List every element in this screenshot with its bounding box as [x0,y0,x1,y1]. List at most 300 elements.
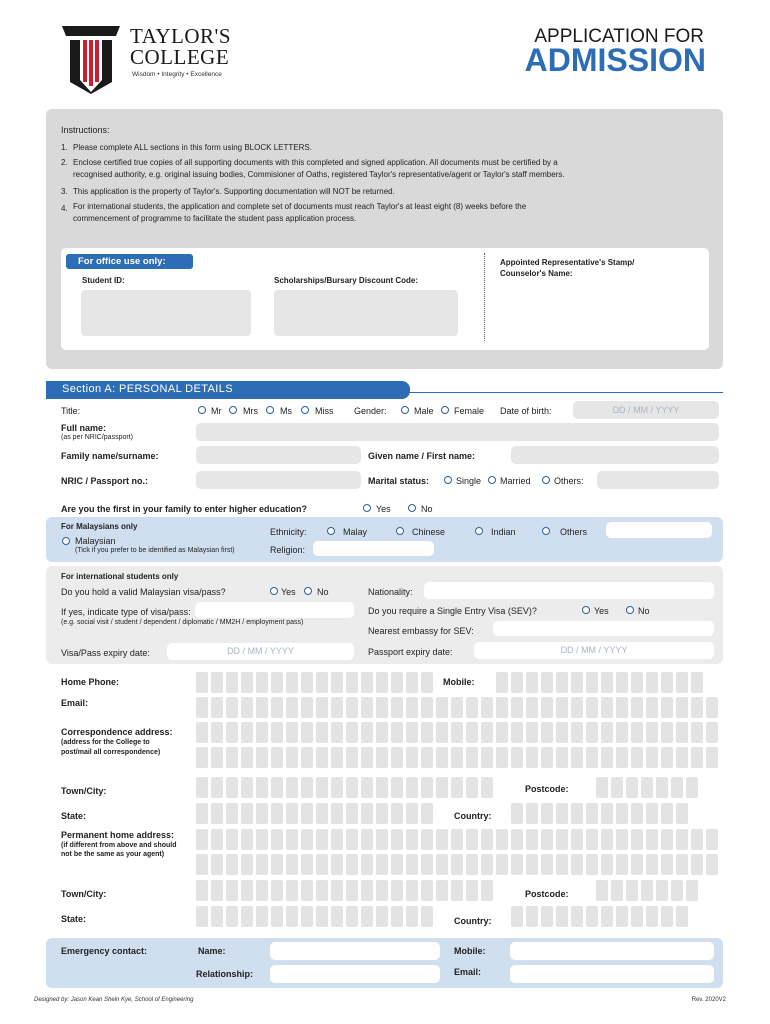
char-cell[interactable] [301,747,313,768]
char-cell[interactable] [301,672,313,693]
char-cell[interactable] [376,854,388,875]
char-cell[interactable] [466,747,478,768]
char-cell[interactable] [226,747,238,768]
char-cell[interactable] [706,829,718,850]
perm-state-cells[interactable] [196,906,433,927]
char-cell[interactable] [361,854,373,875]
char-cell[interactable] [421,777,433,798]
char-cell[interactable] [496,747,508,768]
char-cell[interactable] [391,854,403,875]
char-cell[interactable] [256,777,268,798]
radio-miss[interactable] [301,406,309,414]
char-cell[interactable] [556,697,568,718]
char-cell[interactable] [611,777,623,798]
postcode-cells[interactable] [596,777,698,798]
char-cell[interactable] [286,906,298,927]
char-cell[interactable] [196,697,208,718]
char-cell[interactable] [421,722,433,743]
char-cell[interactable] [616,722,628,743]
char-cell[interactable] [511,829,523,850]
char-cell[interactable] [661,906,673,927]
char-cell[interactable] [241,747,253,768]
char-cell[interactable] [421,906,433,927]
char-cell[interactable] [436,880,448,901]
char-cell[interactable] [676,697,688,718]
char-cell[interactable] [451,697,463,718]
radio-chinese[interactable] [396,527,404,535]
char-cell[interactable] [316,803,328,824]
char-cell[interactable] [271,672,283,693]
char-cell[interactable] [511,906,523,927]
char-cell[interactable] [376,906,388,927]
char-cell[interactable] [526,672,538,693]
char-cell[interactable] [481,854,493,875]
char-cell[interactable] [691,672,703,693]
char-cell[interactable] [616,803,628,824]
char-cell[interactable] [631,697,643,718]
char-cell[interactable] [196,722,208,743]
char-cell[interactable] [286,829,298,850]
char-cell[interactable] [271,906,283,927]
char-cell[interactable] [571,722,583,743]
char-cell[interactable] [601,747,613,768]
char-cell[interactable] [241,777,253,798]
char-cell[interactable] [331,880,343,901]
char-cell[interactable] [691,854,703,875]
char-cell[interactable] [691,722,703,743]
scholarship-field[interactable] [274,290,458,336]
char-cell[interactable] [301,906,313,927]
char-cell[interactable] [391,697,403,718]
char-cell[interactable] [496,672,508,693]
char-cell[interactable] [196,803,208,824]
char-cell[interactable] [406,906,418,927]
char-cell[interactable] [316,672,328,693]
char-cell[interactable] [301,880,313,901]
char-cell[interactable] [526,854,538,875]
char-cell[interactable] [406,697,418,718]
char-cell[interactable] [241,722,253,743]
char-cell[interactable] [196,747,208,768]
char-cell[interactable] [671,777,683,798]
char-cell[interactable] [406,829,418,850]
char-cell[interactable] [646,906,658,927]
char-cell[interactable] [661,672,673,693]
char-cell[interactable] [481,697,493,718]
char-cell[interactable] [331,697,343,718]
radio-married[interactable] [488,476,496,484]
char-cell[interactable] [541,854,553,875]
char-cell[interactable] [676,672,688,693]
char-cell[interactable] [631,829,643,850]
char-cell[interactable] [286,697,298,718]
char-cell[interactable] [286,803,298,824]
char-cell[interactable] [586,722,598,743]
radio-mr[interactable] [198,406,206,414]
char-cell[interactable] [361,747,373,768]
char-cell[interactable] [706,722,718,743]
char-cell[interactable] [571,829,583,850]
char-cell[interactable] [676,906,688,927]
char-cell[interactable] [316,777,328,798]
char-cell[interactable] [451,854,463,875]
radio-visa-yes[interactable] [270,587,278,595]
char-cell[interactable] [286,722,298,743]
mobile-cells[interactable] [496,672,703,693]
char-cell[interactable] [436,777,448,798]
perm-town-cells[interactable] [196,880,493,901]
radio-malay[interactable] [327,527,335,535]
char-cell[interactable] [556,722,568,743]
char-cell[interactable] [451,747,463,768]
char-cell[interactable] [671,880,683,901]
char-cell[interactable] [586,803,598,824]
char-cell[interactable] [656,880,668,901]
char-cell[interactable] [346,906,358,927]
char-cell[interactable] [196,906,208,927]
char-cell[interactable] [436,747,448,768]
char-cell[interactable] [601,672,613,693]
char-cell[interactable] [641,777,653,798]
char-cell[interactable] [686,777,698,798]
char-cell[interactable] [661,747,673,768]
char-cell[interactable] [586,854,598,875]
emergency-relationship-field[interactable] [270,965,440,983]
given-name-field[interactable] [511,446,719,464]
char-cell[interactable] [436,697,448,718]
char-cell[interactable] [556,672,568,693]
char-cell[interactable] [511,697,523,718]
char-cell[interactable] [196,829,208,850]
char-cell[interactable] [656,777,668,798]
char-cell[interactable] [391,906,403,927]
char-cell[interactable] [391,747,403,768]
char-cell[interactable] [601,722,613,743]
nric-field[interactable] [196,471,361,489]
char-cell[interactable] [511,854,523,875]
char-cell[interactable] [481,722,493,743]
radio-first-yes[interactable] [363,504,371,512]
char-cell[interactable] [271,722,283,743]
perm-address-cells-2[interactable] [196,854,718,875]
char-cell[interactable] [331,672,343,693]
char-cell[interactable] [211,747,223,768]
char-cell[interactable] [226,906,238,927]
char-cell[interactable] [196,854,208,875]
char-cell[interactable] [421,747,433,768]
char-cell[interactable] [571,672,583,693]
char-cell[interactable] [316,722,328,743]
char-cell[interactable] [436,854,448,875]
radio-others[interactable] [542,476,550,484]
char-cell[interactable] [556,854,568,875]
char-cell[interactable] [601,854,613,875]
char-cell[interactable] [241,854,253,875]
char-cell[interactable] [526,829,538,850]
char-cell[interactable] [391,803,403,824]
char-cell[interactable] [211,777,223,798]
char-cell[interactable] [646,672,658,693]
char-cell[interactable] [331,747,343,768]
char-cell[interactable] [541,829,553,850]
char-cell[interactable] [436,722,448,743]
char-cell[interactable] [406,722,418,743]
char-cell[interactable] [301,697,313,718]
char-cell[interactable] [451,777,463,798]
char-cell[interactable] [346,854,358,875]
embassy-field[interactable] [493,621,714,636]
char-cell[interactable] [376,880,388,901]
char-cell[interactable] [556,747,568,768]
char-cell[interactable] [376,722,388,743]
char-cell[interactable] [601,697,613,718]
char-cell[interactable] [676,803,688,824]
char-cell[interactable] [241,803,253,824]
char-cell[interactable] [526,906,538,927]
char-cell[interactable] [626,777,638,798]
char-cell[interactable] [526,697,538,718]
char-cell[interactable] [346,697,358,718]
char-cell[interactable] [331,906,343,927]
radio-sev-yes[interactable] [582,606,590,614]
char-cell[interactable] [466,777,478,798]
char-cell[interactable] [676,829,688,850]
char-cell[interactable] [616,854,628,875]
char-cell[interactable] [611,880,623,901]
char-cell[interactable] [271,777,283,798]
char-cell[interactable] [601,906,613,927]
char-cell[interactable] [376,747,388,768]
email-cells[interactable] [196,697,718,718]
char-cell[interactable] [376,777,388,798]
char-cell[interactable] [481,880,493,901]
family-name-field[interactable] [196,446,361,464]
char-cell[interactable] [436,829,448,850]
char-cell[interactable] [661,829,673,850]
char-cell[interactable] [571,803,583,824]
char-cell[interactable] [256,697,268,718]
country-cells[interactable] [511,803,688,824]
char-cell[interactable] [211,722,223,743]
char-cell[interactable] [331,829,343,850]
char-cell[interactable] [631,906,643,927]
char-cell[interactable] [526,747,538,768]
marital-others-field[interactable] [597,471,719,489]
char-cell[interactable] [256,803,268,824]
char-cell[interactable] [646,722,658,743]
emergency-name-field[interactable] [270,942,440,960]
char-cell[interactable] [316,854,328,875]
char-cell[interactable] [241,829,253,850]
char-cell[interactable] [466,722,478,743]
char-cell[interactable] [376,672,388,693]
char-cell[interactable] [361,722,373,743]
char-cell[interactable] [421,803,433,824]
char-cell[interactable] [661,722,673,743]
char-cell[interactable] [616,672,628,693]
char-cell[interactable] [361,672,373,693]
char-cell[interactable] [226,697,238,718]
corr-address-cells-1[interactable] [196,722,718,743]
perm-postcode-cells[interactable] [596,880,698,901]
char-cell[interactable] [601,803,613,824]
char-cell[interactable] [676,854,688,875]
char-cell[interactable] [226,722,238,743]
char-cell[interactable] [331,722,343,743]
radio-indian[interactable] [475,527,483,535]
char-cell[interactable] [571,906,583,927]
char-cell[interactable] [481,829,493,850]
char-cell[interactable] [256,672,268,693]
char-cell[interactable] [196,777,208,798]
char-cell[interactable] [686,880,698,901]
char-cell[interactable] [676,722,688,743]
char-cell[interactable] [361,829,373,850]
char-cell[interactable] [286,672,298,693]
char-cell[interactable] [641,880,653,901]
radio-mrs[interactable] [229,406,237,414]
char-cell[interactable] [226,829,238,850]
char-cell[interactable] [211,803,223,824]
char-cell[interactable] [196,880,208,901]
char-cell[interactable] [286,747,298,768]
char-cell[interactable] [541,803,553,824]
emergency-email-field[interactable] [510,965,714,983]
char-cell[interactable] [226,854,238,875]
char-cell[interactable] [496,722,508,743]
char-cell[interactable] [241,672,253,693]
char-cell[interactable] [301,854,313,875]
char-cell[interactable] [271,829,283,850]
char-cell[interactable] [601,829,613,850]
char-cell[interactable] [541,697,553,718]
char-cell[interactable] [466,880,478,901]
char-cell[interactable] [361,803,373,824]
char-cell[interactable] [661,803,673,824]
visa-expiry-field[interactable]: DD / MM / YYYY [167,643,354,660]
home-phone-cells[interactable] [196,672,433,693]
char-cell[interactable] [346,747,358,768]
char-cell[interactable] [211,697,223,718]
char-cell[interactable] [286,880,298,901]
char-cell[interactable] [316,697,328,718]
char-cell[interactable] [346,672,358,693]
char-cell[interactable] [301,777,313,798]
student-id-field[interactable] [81,290,251,336]
char-cell[interactable] [226,777,238,798]
char-cell[interactable] [596,777,608,798]
char-cell[interactable] [361,777,373,798]
char-cell[interactable] [211,829,223,850]
char-cell[interactable] [226,803,238,824]
char-cell[interactable] [376,803,388,824]
char-cell[interactable] [391,829,403,850]
char-cell[interactable] [346,829,358,850]
radio-male[interactable] [401,406,409,414]
char-cell[interactable] [626,880,638,901]
char-cell[interactable] [301,829,313,850]
char-cell[interactable] [256,880,268,901]
fullname-field[interactable] [196,423,719,441]
char-cell[interactable] [526,722,538,743]
char-cell[interactable] [511,672,523,693]
char-cell[interactable] [691,747,703,768]
char-cell[interactable] [406,854,418,875]
char-cell[interactable] [631,722,643,743]
char-cell[interactable] [481,777,493,798]
char-cell[interactable] [646,854,658,875]
char-cell[interactable] [241,880,253,901]
char-cell[interactable] [211,672,223,693]
char-cell[interactable] [646,697,658,718]
char-cell[interactable] [571,854,583,875]
char-cell[interactable] [406,672,418,693]
char-cell[interactable] [556,803,568,824]
char-cell[interactable] [331,854,343,875]
religion-field[interactable] [313,541,434,556]
char-cell[interactable] [391,672,403,693]
char-cell[interactable] [346,777,358,798]
char-cell[interactable] [616,697,628,718]
char-cell[interactable] [421,697,433,718]
char-cell[interactable] [286,777,298,798]
char-cell[interactable] [571,747,583,768]
perm-address-cells-1[interactable] [196,829,718,850]
char-cell[interactable] [541,722,553,743]
char-cell[interactable] [376,829,388,850]
char-cell[interactable] [361,880,373,901]
char-cell[interactable] [406,777,418,798]
char-cell[interactable] [556,906,568,927]
char-cell[interactable] [631,672,643,693]
char-cell[interactable] [631,854,643,875]
char-cell[interactable] [421,880,433,901]
char-cell[interactable] [331,777,343,798]
char-cell[interactable] [466,697,478,718]
char-cell[interactable] [301,722,313,743]
passport-expiry-field[interactable]: DD / MM / YYYY [474,642,714,659]
char-cell[interactable] [316,906,328,927]
char-cell[interactable] [541,747,553,768]
char-cell[interactable] [586,697,598,718]
char-cell[interactable] [391,722,403,743]
char-cell[interactable] [586,747,598,768]
char-cell[interactable] [241,906,253,927]
char-cell[interactable] [376,697,388,718]
char-cell[interactable] [676,747,688,768]
radio-first-no[interactable] [408,504,416,512]
char-cell[interactable] [556,829,568,850]
char-cell[interactable] [661,697,673,718]
char-cell[interactable] [421,854,433,875]
radio-visa-no[interactable] [304,587,312,595]
char-cell[interactable] [226,672,238,693]
radio-female[interactable] [441,406,449,414]
char-cell[interactable] [646,803,658,824]
char-cell[interactable] [451,722,463,743]
char-cell[interactable] [706,697,718,718]
char-cell[interactable] [526,803,538,824]
char-cell[interactable] [511,747,523,768]
char-cell[interactable] [196,672,208,693]
char-cell[interactable] [316,747,328,768]
char-cell[interactable] [496,854,508,875]
char-cell[interactable] [256,906,268,927]
char-cell[interactable] [596,880,608,901]
char-cell[interactable] [361,906,373,927]
nationality-field[interactable] [424,582,714,599]
char-cell[interactable] [346,880,358,901]
